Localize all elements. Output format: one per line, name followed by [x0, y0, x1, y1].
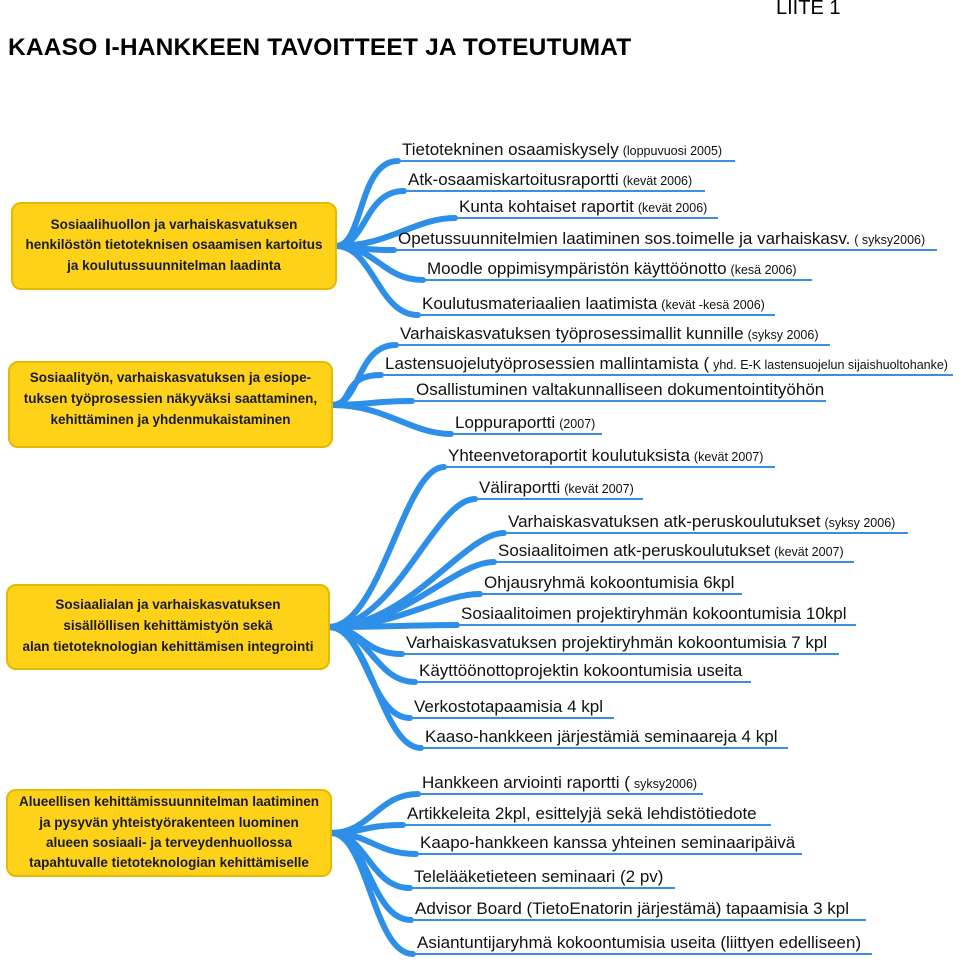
outcome-text: Osallistuminen valtakunnalliseen dokumentointityöhön [416, 380, 825, 399]
outcome-node [418, 294, 775, 315]
outcome-label [400, 324, 818, 343]
outcome-node [416, 833, 802, 854]
outcome-text: Varhaiskasvatuksen projektiryhmän kokoontumisia 7 kpl [406, 633, 828, 652]
outcome-label [459, 197, 707, 216]
outcome-node [480, 573, 742, 594]
outcome-text: Advisor Board (TietoEnatorin järjestämä) tapaamisia 3 kpl [415, 899, 850, 918]
outcome-label [461, 604, 847, 623]
goal-text-line: Sosiaalihuollon ja varhaiskasvatuksen [50, 217, 298, 232]
page-title: KAASO I-HANKKEEN TAVOITTEET JA TOTEUTUMAT [8, 34, 632, 61]
goal-text-line: ja koulutussuunnitelman laadinta [67, 258, 281, 273]
outcome-text: Telelääketieteen seminaari (2 pv) [414, 867, 664, 886]
outcome-label [422, 294, 765, 313]
goal-text-line: alueen sosiaali- ja terveydenhuollossa [45, 835, 293, 850]
outcome-node [455, 197, 718, 218]
outcome-note: (kevät 2006) [622, 174, 693, 188]
outcome-node [402, 633, 839, 654]
outcome-text: Ohjausryhmä kokoontumisia 6kpl [484, 573, 735, 592]
branch-connector [329, 625, 457, 627]
outcome-text: Kaapo-hankkeen kanssa yhteinen seminaaripäivä [420, 833, 796, 852]
outcome-note: (kevät -kesä 2006) [661, 298, 765, 312]
outcome-text: Lastensuojelutyöprosessien mallintamista ( [385, 354, 710, 373]
goal-node [7, 790, 331, 876]
outcome-node [398, 140, 735, 161]
outcome-node [394, 229, 937, 250]
goal-node [7, 585, 329, 669]
outcome-layer [381, 140, 953, 954]
outcome-node [396, 324, 830, 345]
outcome-text: Käyttöönottoprojektin kokoontumisia useita [419, 661, 743, 680]
outcome-node [451, 413, 602, 434]
outcome-label [484, 573, 734, 592]
outcome-label [455, 413, 595, 432]
goal-text-line: Sosiaalialan ja varhaiskasvatuksen [55, 597, 281, 612]
outcome-text: Yhteenvetoraportit koulutuksista [448, 446, 690, 465]
outcome-text: Kunta kohtaiset raportit [459, 197, 634, 216]
appendix-label: LIITE 1 [776, 0, 841, 19]
outcome-label [414, 867, 663, 886]
outcome-text: Sosiaalitoimen atk-peruskoulutukset [498, 541, 771, 560]
outcome-node [403, 804, 771, 825]
outcome-note: (kevät 2006) [637, 201, 708, 215]
branch-connector [331, 833, 411, 920]
outcome-note: (loppuvuosi 2005) [622, 144, 723, 158]
outcome-node [410, 867, 675, 888]
outcome-note: (kevät 2007) [774, 545, 844, 559]
outcome-node [415, 661, 751, 682]
goal-text-line: sisällöllisen kehittämistyön sekä [63, 618, 273, 633]
outcome-note: ( syksy2006) [854, 233, 926, 247]
outcome-text: Loppuraportti [455, 413, 556, 432]
goal-text-line: ja pysyvän yhteistyörakenteen luominen [39, 815, 299, 830]
outcome-node [421, 727, 788, 748]
outcome-node [413, 933, 872, 954]
outcome-text: Opetussuunnitelmien laatiminen sos.toimelle ja varhaiskasv. [398, 229, 851, 248]
outcome-node [504, 512, 908, 533]
outcome-label [402, 140, 722, 159]
outcome-node [475, 478, 643, 499]
outcome-label [416, 380, 824, 399]
outcome-text: Varhaiskasvatuksen työprosessimallit kunnille [400, 324, 744, 343]
outcome-note: syksy2006) [633, 777, 698, 791]
goal-text-line: Alueellisen kehittämissuunnitelman laatiminen [18, 794, 320, 809]
outcome-node [410, 697, 614, 718]
outcome-label [407, 804, 757, 823]
outcome-label [385, 354, 948, 373]
goal-text-line: tuksen työprosessien näkyväksi saattaminen, [23, 391, 318, 406]
outcome-note: (kevät 2007) [693, 450, 764, 464]
goal-node [9, 362, 332, 447]
outcome-text: Verkostotapaamisia 4 kpl [414, 697, 603, 716]
outcome-note: (kesä 2006) [730, 263, 797, 277]
outcome-label [408, 170, 692, 189]
outcome-note: (syksy 2006) [824, 516, 896, 530]
branch-connector [332, 405, 451, 434]
outcome-node [418, 773, 703, 794]
outcome-node [444, 446, 775, 467]
outcome-text: Asiantuntijaryhmä kokoontumisia useita (liittyen edelliseen) [417, 933, 862, 952]
outcome-label [425, 727, 777, 746]
outcome-text: Sosiaalitoimen projektiryhmän kokoontumisia 10kpl [461, 604, 847, 623]
outcome-label [415, 899, 849, 918]
outcome-label [414, 697, 603, 716]
outcome-node [404, 170, 705, 191]
outcome-note: (2007) [559, 417, 596, 431]
outcome-text: Tietotekninen osaamiskysely [402, 140, 619, 159]
outcome-node [494, 541, 854, 562]
outcome-node [412, 380, 826, 401]
outcome-text: Koulutusmateriaalien laatimista [422, 294, 658, 313]
outcome-text: Artikkeleita 2kpl, esittelyjä sekä lehdistötiedote [407, 804, 757, 823]
outcome-label [417, 933, 861, 952]
outcome-label [427, 259, 797, 278]
goal-text-line: alan tietoteknologian kehittämisen integrointi [22, 639, 314, 654]
outcome-note: yhd. E-K lastensuojelun sijaishuoltohanke) [713, 358, 948, 372]
outcome-label [508, 512, 895, 531]
outcome-text: Väliraportti [479, 478, 561, 497]
outcome-text: Kaaso-hankkeen järjestämiä seminaareja 4 kpl [425, 727, 778, 746]
outcome-note: (syksy 2006) [747, 328, 819, 342]
goal-text-line: tapahtuvalle tietoteknologian kehittämiselle [29, 855, 309, 870]
outcome-node [457, 604, 856, 625]
goal-text-line: kehittäminen ja yhdenmukaistaminen [50, 412, 291, 427]
outcome-node [423, 259, 812, 280]
outcome-text: Atk-osaamiskartoitusraportti [408, 170, 619, 189]
goal-text-line: Sosiaalityön, varhaiskasvatuksen ja esiope- [29, 370, 312, 385]
outcome-text: Moodle oppimisympäristön käyttöönotto [427, 259, 727, 278]
outcome-label [398, 229, 925, 248]
outcome-text: Varhaiskasvatuksen atk-peruskoulutukset [508, 512, 821, 531]
goal-node [12, 203, 336, 289]
outcome-label [420, 833, 796, 852]
outcome-label [406, 633, 827, 652]
outcome-node [381, 354, 953, 375]
outcome-text: Hankkeen arviointi raportti ( [422, 773, 630, 792]
outcome-label [479, 478, 634, 497]
goal-text-line: henkilöstön tietoteknisen osaamisen kartoitus [25, 237, 323, 252]
outcome-note: (kevät 2007) [564, 482, 634, 496]
outcome-label [422, 773, 697, 792]
outcome-label [498, 541, 844, 560]
outcome-label [419, 661, 743, 680]
goal-layer [7, 203, 336, 876]
outcome-node [411, 899, 866, 920]
outcome-label [448, 446, 763, 465]
